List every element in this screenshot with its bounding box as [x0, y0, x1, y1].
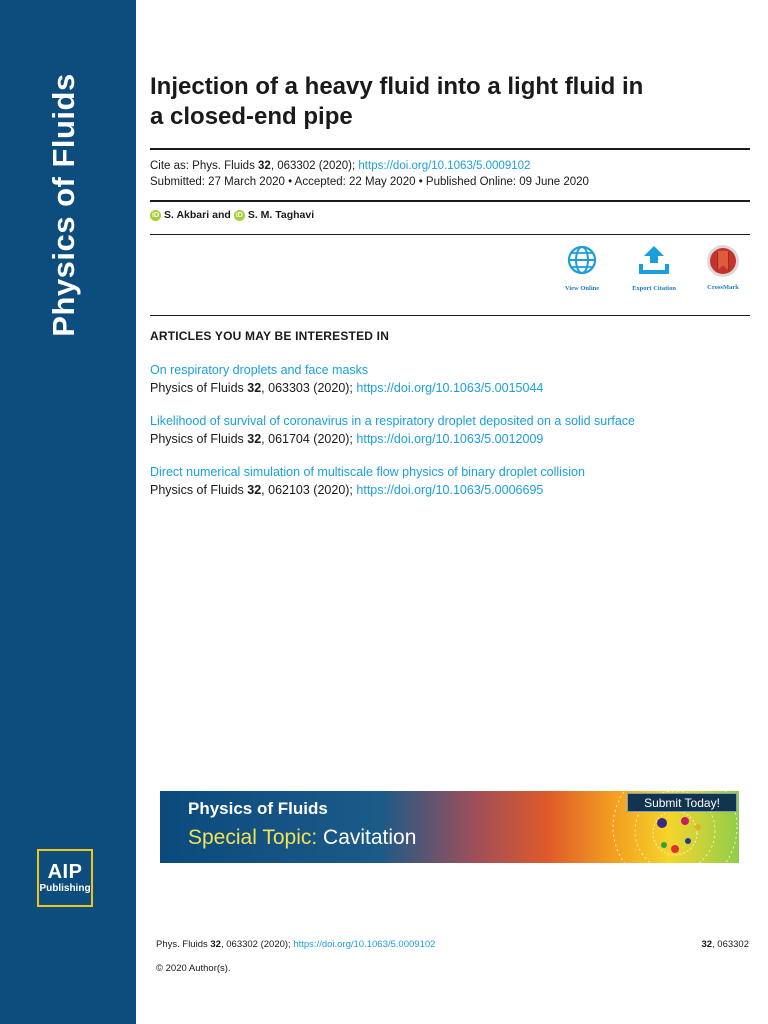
banner-topic-label: Special Topic:	[188, 826, 318, 849]
footer-citation	[156, 939, 435, 950]
orcid-icon[interactable]: iD	[235, 211, 243, 219]
related-article	[150, 464, 750, 500]
crossmark-label: CrossMark	[707, 284, 739, 291]
logo-publishing-text: Publishing	[39, 883, 91, 894]
related-journal: Physics of Fluids	[150, 381, 248, 395]
cite-prefix: Cite as: Phys. Fluids	[150, 160, 259, 172]
related-article-citation	[150, 430, 750, 449]
divider	[150, 200, 750, 202]
related-doi-link[interactable]: https://doi.org/10.1063/5.0006695	[356, 483, 544, 497]
related-doi-link[interactable]: https://doi.org/10.1063/5.0015044	[356, 381, 544, 395]
article-title-line2: a closed-end pipe	[150, 103, 353, 130]
cite-volume: 32	[258, 160, 271, 172]
cite-doi-link[interactable]: https://doi.org/10.1063/5.0009102	[358, 160, 531, 172]
footer-right-suffix: , 063302	[712, 939, 749, 950]
related-article-title[interactable]: Direct numerical simulation of multiscale flow physics of binary droplet collision	[150, 465, 585, 479]
publication-dates: Submitted: 27 March 2020 • Accepted: 22 May 2020 • Published Online: 09 June 2020	[150, 176, 589, 188]
article-title	[150, 72, 750, 132]
footer-copyright: © 2020 Author(s).	[156, 963, 231, 974]
footer-doi-link[interactable]: https://doi.org/10.1063/5.0009102	[293, 939, 436, 950]
author-list	[150, 209, 314, 221]
crossmark-icon	[706, 244, 740, 278]
divider	[150, 234, 750, 235]
author-name[interactable]: S. M. Taghavi	[247, 209, 315, 221]
footer-page-id	[701, 939, 749, 950]
footer-right-volume: 32	[701, 939, 713, 950]
divider	[150, 148, 750, 150]
footer-suffix: , 063302 (2020);	[220, 939, 294, 950]
author-name[interactable]: S. Akbari	[164, 209, 210, 221]
view-online-label: View Online	[564, 285, 600, 292]
footer-cite-prefix: Phys. Fluids	[156, 939, 211, 950]
related-article-title[interactable]: Likelihood of survival of coronavirus in a respiratory droplet deposited on a solid surface	[150, 414, 635, 428]
export-citation-label: Export Citation	[632, 285, 676, 292]
orcid-icon[interactable]: iD	[152, 211, 159, 219]
related-article-title[interactable]: On respiratory droplets and face masks	[150, 363, 369, 377]
related-articles-heading: ARTICLES YOU MAY BE INTERESTED IN	[150, 329, 390, 343]
view-online-button[interactable]	[547, 244, 617, 292]
related-journal: Physics of Fluids	[150, 483, 248, 497]
related-suffix: , 061704 (2020);	[261, 432, 357, 446]
related-article	[150, 413, 750, 449]
globe-icon	[566, 244, 598, 276]
related-article-citation	[150, 481, 750, 500]
export-icon	[637, 244, 671, 276]
export-citation-button[interactable]	[619, 244, 689, 292]
cite-suffix: , 063302 (2020);	[270, 160, 359, 172]
banner-topic-name: Cavitation	[317, 826, 417, 849]
related-article	[150, 362, 750, 398]
journal-name-vertical: Physics of Fluids	[46, 73, 81, 337]
logo-aip-text: AIP	[47, 861, 83, 883]
related-doi-link[interactable]: https://doi.org/10.1063/5.0012009	[356, 432, 544, 446]
related-volume: 32	[247, 432, 262, 446]
related-volume: 32	[247, 483, 262, 497]
special-topic-banner[interactable]	[160, 791, 739, 863]
aip-publishing-logo[interactable]	[37, 849, 93, 907]
crossmark-button[interactable]	[688, 244, 758, 291]
divider	[150, 315, 750, 316]
related-volume: 32	[247, 381, 262, 395]
submit-today-button[interactable]: Submit Today!	[627, 793, 737, 812]
related-article-citation	[150, 379, 750, 398]
footer-volume: 32	[210, 939, 221, 950]
banner-journal-name: Physics of Fluids	[188, 799, 328, 818]
citation-line	[150, 158, 530, 174]
banner-topic	[188, 826, 416, 850]
article-title-line1: Injection of a heavy fluid into a light fluid in	[150, 73, 644, 100]
related-suffix: , 063303 (2020);	[261, 381, 357, 395]
related-suffix: , 062103 (2020);	[261, 483, 357, 497]
related-journal: Physics of Fluids	[150, 432, 248, 446]
author-separator: and	[212, 209, 231, 221]
journal-sidebar	[0, 0, 136, 1024]
